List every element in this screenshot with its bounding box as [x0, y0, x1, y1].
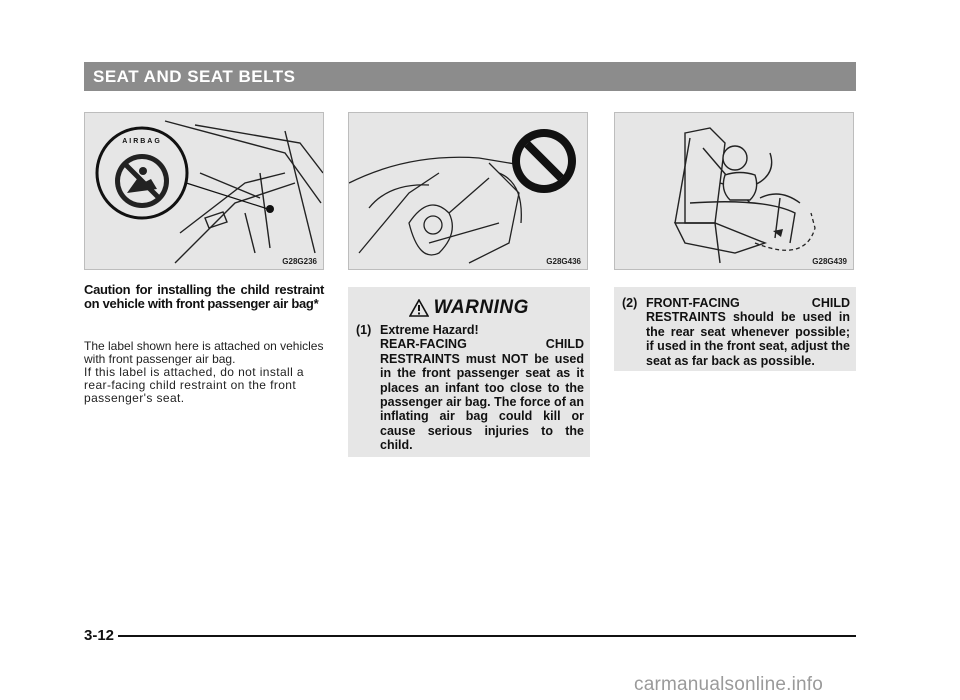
watermark: carmanualsonline.info — [634, 674, 824, 695]
footer-rule — [118, 635, 856, 637]
airbag-label-text: AIRBAG — [122, 138, 162, 145]
warning-item-body: REAR-FACING CHILD RESTRAINTS must NOT be used in the front passenger seat as it places an infant too close to the passenger air bag. The force of an inflating air bag could kill or cause serious injuries to the child. — [380, 337, 584, 453]
section-title: SEAT AND SEAT BELTS — [93, 67, 296, 86]
front-facing-seat-illustration — [615, 113, 854, 270]
figure-code: G28G436 — [546, 257, 581, 266]
caution-title: Caution for installing the child restraint on vehicle with front passenger air bag* — [84, 282, 324, 311]
caution-paragraph: If this label is attached, do not install a rear-facing child restraint on the front passenger's seat. — [84, 365, 304, 405]
figure-front-facing-seat — [614, 112, 854, 270]
warning-triangle-icon — [409, 299, 429, 317]
caution-body — [84, 340, 324, 405]
warning-item-text — [380, 323, 584, 453]
warning-header — [348, 297, 590, 319]
warning-box — [348, 287, 590, 457]
figure-code: G28G439 — [812, 257, 847, 266]
figure-code: G28G236 — [282, 257, 317, 266]
front-facing-note-box — [614, 287, 856, 371]
caution-paragraph: The label shown here is attached on vehicles with front passenger air bag. — [84, 339, 324, 366]
figure-airbag-label — [84, 112, 324, 270]
warning-item-number: (1) — [356, 323, 372, 337]
warning-item-lead: Extreme Hazard! — [380, 323, 479, 337]
warning-title: WARNING — [433, 297, 529, 318]
page-number: 3-12 — [84, 627, 115, 644]
airbag-label-illustration — [85, 113, 324, 270]
rear-facing-seat-illustration — [349, 113, 588, 270]
section-header — [84, 62, 856, 91]
note-item-text: FRONT-FACING CHILD RESTRAINTS should be used in the rear seat whenever possible; if used in the front seat, adjust the seat as far back as possible. — [646, 296, 850, 368]
note-item-number: (2) — [622, 296, 638, 310]
figure-rear-facing-prohibited — [348, 112, 588, 270]
